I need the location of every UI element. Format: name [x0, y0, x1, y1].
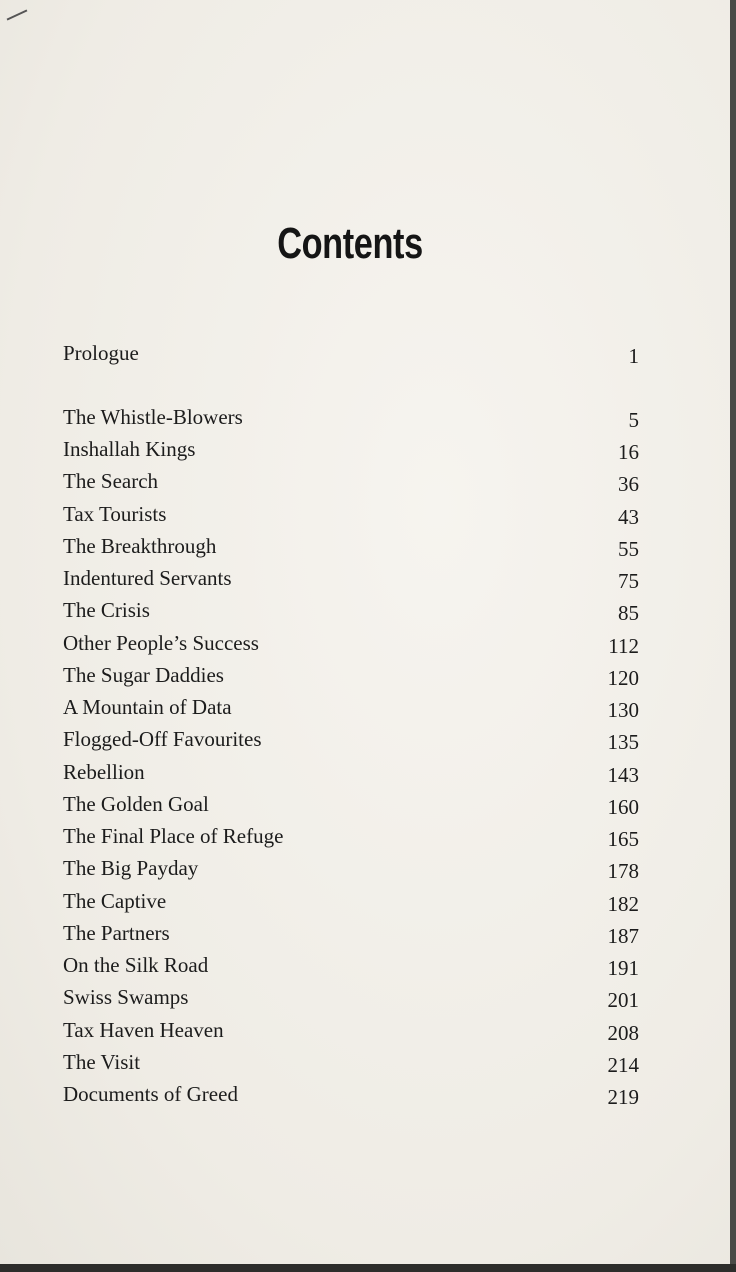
page-number: 1 [628, 344, 639, 368]
page-number: 43 [618, 505, 639, 529]
page-number: 120 [607, 666, 639, 690]
page-number: 36 [618, 472, 639, 496]
page-number: 160 [607, 795, 639, 819]
chapter-title: Swiss Swamps [63, 985, 189, 1009]
page-number: 191 [607, 956, 639, 980]
page-number: 178 [607, 859, 639, 883]
toc-entry [63, 405, 639, 435]
toc-entry [63, 921, 639, 951]
toc-entry [63, 792, 639, 822]
chapter-title: On the Silk Road [63, 953, 209, 977]
chapter-title: Tax Tourists [63, 502, 167, 526]
page-number: 75 [618, 569, 639, 593]
page-number: 55 [618, 537, 639, 561]
page-number: 135 [607, 730, 639, 754]
chapter-title: Prologue [63, 341, 139, 365]
chapter-title: The Whistle-Blowers [63, 405, 243, 429]
toc-entry [63, 695, 639, 725]
toc-entry [63, 566, 639, 596]
chapter-title: Documents of Greed [63, 1082, 238, 1106]
toc-entry [63, 663, 639, 693]
table-of-contents [63, 0, 639, 1264]
chapter-title: Tax Haven Heaven [63, 1018, 224, 1042]
page-number: 182 [607, 892, 639, 916]
page-number: 187 [607, 924, 639, 948]
toc-entry [63, 469, 639, 499]
page-number: 130 [607, 698, 639, 722]
chapter-title: The Big Payday [63, 856, 199, 880]
page-edge-shadow [0, 1264, 736, 1272]
page-number: 208 [607, 1021, 639, 1045]
chapter-title: Indentured Servants [63, 566, 232, 590]
toc-entry [63, 437, 639, 467]
toc-entry [63, 953, 639, 983]
toc-entry [63, 341, 639, 371]
chapter-title: A Mountain of Data [63, 695, 232, 719]
chapter-title: Other People’s Success [63, 631, 259, 655]
chapter-title: The Golden Goal [63, 792, 209, 816]
toc-entry [63, 985, 639, 1015]
page-number: 16 [618, 440, 639, 464]
chapter-title: The Sugar Daddies [63, 663, 224, 687]
toc-entry [63, 856, 639, 886]
toc-entry [63, 631, 639, 661]
chapter-title: Rebellion [63, 760, 145, 784]
page-number: 5 [628, 408, 639, 432]
page-title: Contents [277, 219, 423, 269]
chapter-title: Inshallah Kings [63, 437, 196, 461]
toc-entry [63, 760, 639, 790]
chapter-title: The Final Place of Refuge [63, 824, 284, 848]
toc-entry [63, 824, 639, 854]
page-number: 85 [618, 601, 639, 625]
toc-entry [63, 727, 639, 757]
toc-entry [63, 502, 639, 532]
chapter-title: The Visit [63, 1050, 141, 1074]
chapter-title: The Search [63, 469, 159, 493]
page-number: 214 [607, 1053, 639, 1077]
page-edge-shadow [730, 0, 736, 1272]
chapter-title: The Breakthrough [63, 534, 217, 558]
toc-entry [63, 889, 639, 919]
page-number: 219 [607, 1085, 639, 1109]
chapter-title: The Captive [63, 889, 167, 913]
toc-entry [63, 1082, 639, 1112]
toc-entry [63, 534, 639, 564]
chapter-title: The Partners [63, 921, 170, 945]
page-number: 143 [607, 763, 639, 787]
pencil-mark [7, 9, 28, 20]
toc-entry [63, 1050, 639, 1080]
toc-entry [63, 598, 639, 628]
page-number: 165 [607, 827, 639, 851]
chapter-title: Flogged-Off Favourites [63, 727, 262, 751]
page-number: 112 [608, 634, 639, 658]
toc-entry [63, 1018, 639, 1048]
chapter-title: The Crisis [63, 598, 150, 622]
page-number: 201 [607, 988, 639, 1012]
